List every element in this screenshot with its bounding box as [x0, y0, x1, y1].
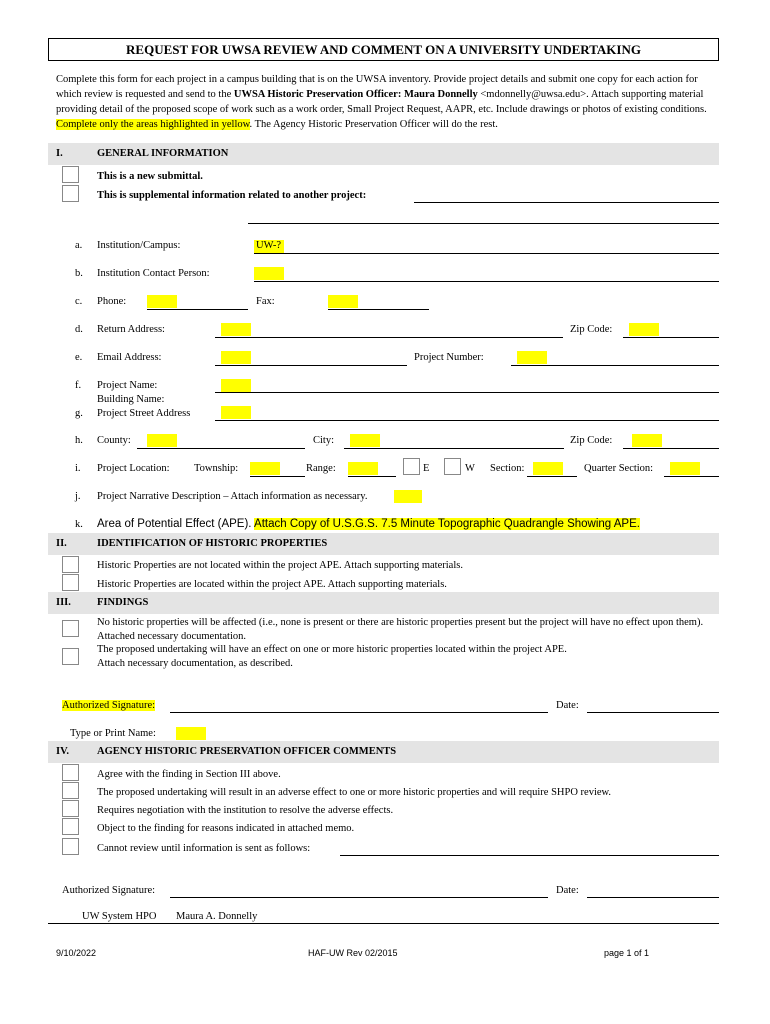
project-name-field[interactable] — [215, 392, 719, 393]
city-label: City: — [313, 435, 335, 446]
item-e-letter: e. — [75, 352, 83, 363]
range-highlight — [348, 462, 378, 475]
west-label: W — [465, 463, 475, 474]
ape-highlight: Attach Copy of U.S.G.S. 7.5 Minute Topographic Quadrangle Showing APE. — [254, 518, 640, 530]
zip-highlight-1 — [629, 323, 659, 336]
intro-text-1: Complete this form for each project in a campus building that is on the UWSA inventory. Provide project details and submit one copy for each action for which review is requested and send to the — [56, 74, 698, 100]
negotiation-label: Requires negotiation with the institution to resolve the adverse effects. — [97, 805, 394, 816]
section-4-num: IV. — [56, 746, 69, 757]
item-h-letter: h. — [75, 435, 83, 446]
township-highlight — [250, 462, 280, 475]
section-4-title: AGENCY HISTORIC PRESERVATION OFFICER COMMENTS — [97, 746, 397, 757]
adverse-effect-label: The proposed undertaking will result in an adverse effect to one or more historic properties and will require SHPO review. — [97, 787, 612, 798]
email-label: Email Address: — [97, 352, 162, 363]
city-highlight — [350, 434, 380, 447]
not-located-label: Historic Properties are not located within the project APE. Attach supporting materials. — [97, 560, 463, 571]
zip-label-2: Zip Code: — [570, 435, 613, 446]
phone-label: Phone: — [97, 296, 127, 307]
negotiation-checkbox[interactable] — [62, 800, 79, 817]
fax-label: Fax: — [256, 296, 275, 307]
zip-field-2[interactable] — [623, 448, 719, 449]
new-submittal-checkbox[interactable] — [62, 166, 79, 183]
ape-line — [97, 518, 640, 530]
return-address-highlight — [221, 323, 251, 336]
no-effect-label: No historic properties will be affected (i.e., none is present or there are historic properties present but the project will have no effect upon them). Attached necessary documentation. — [97, 617, 704, 642]
township-field[interactable] — [250, 476, 305, 477]
section-1-title: GENERAL INFORMATION — [97, 148, 229, 159]
project-number-field[interactable] — [511, 365, 719, 366]
footer-page: page 1 of 1 — [604, 948, 650, 958]
intro-highlight: Complete only the areas highlighted in yellow — [56, 119, 250, 130]
county-field[interactable] — [137, 448, 305, 449]
effect-label: The proposed undertaking will have an effect on one or more historic properties located within the project APE. — [97, 644, 567, 655]
zip-highlight-2 — [632, 434, 662, 447]
supplemental-checkbox[interactable] — [62, 185, 79, 202]
quarter-section-field[interactable] — [664, 476, 719, 477]
signature-field-4[interactable] — [170, 897, 548, 898]
cannot-review-field[interactable] — [340, 855, 719, 856]
section-2-num: II. — [56, 538, 67, 549]
footer-form: HAF-UW Rev 02/2015 — [308, 948, 398, 958]
cannot-review-checkbox[interactable] — [62, 838, 79, 855]
section-1-num: I. — [56, 148, 63, 159]
located-label: Historic Properties are located within the project APE. Attach supporting materials. — [97, 579, 447, 590]
email-highlight — [221, 351, 251, 364]
sig-label-3: Authorized Signature: — [62, 700, 156, 711]
supplemental-label: This is supplemental information related to another project: — [97, 190, 367, 201]
email-field[interactable] — [215, 365, 407, 366]
section-field[interactable] — [527, 476, 577, 477]
hpo-name: Maura A. Donnelly — [176, 911, 258, 922]
phone-highlight — [147, 295, 177, 308]
ape-label: Area of Potential Effect (APE). — [97, 518, 252, 530]
project-name-highlight — [221, 379, 251, 392]
city-field[interactable] — [344, 448, 564, 449]
related-project-field[interactable] — [414, 202, 719, 203]
zip-field-1[interactable] — [623, 337, 719, 338]
project-number-highlight — [517, 351, 547, 364]
item-a-letter: a. — [75, 240, 83, 251]
contact-field[interactable] — [254, 281, 719, 282]
narrative-highlight — [394, 490, 422, 503]
street-address-label: Project Street Address — [97, 408, 191, 419]
adverse-effect-checkbox[interactable] — [62, 782, 79, 799]
footer-date: 9/10/2022 — [56, 948, 97, 958]
zip-label-1: Zip Code: — [570, 324, 613, 335]
institution-field[interactable] — [254, 253, 719, 254]
intro-text-3: . The Agency Historic Preservation Officer will do the rest. — [249, 119, 498, 130]
hpo-line — [48, 923, 719, 924]
signature-field-3[interactable] — [170, 712, 548, 713]
fax-highlight — [328, 295, 358, 308]
institution-value: UW-? — [256, 240, 282, 251]
object-label: Object to the finding for reasons indicated in attached memo. — [97, 823, 355, 834]
county-label: County: — [97, 435, 131, 446]
intro-text-2: <mdonnelly@uwsa.edu>. Attach supporting material providing detail of the proposed scope of work such as a work order, Small Project Request, AAPR, etc. Include drawings or photos of existing conditions. — [56, 89, 707, 115]
section-3-title: FINDINGS — [97, 597, 149, 608]
agree-label: Agree with the finding in Section III above. — [97, 769, 281, 780]
effect-doc-label: Attach necessary documentation, as described. — [97, 658, 293, 669]
not-located-checkbox[interactable] — [62, 556, 79, 573]
cannot-review-label: Cannot review until information is sent as follows: — [97, 843, 311, 854]
section-3-header — [48, 592, 719, 614]
effect-checkbox[interactable] — [62, 648, 79, 665]
print-name-highlight — [176, 727, 206, 740]
section-highlight — [533, 462, 563, 475]
new-submittal-label: This is a new submittal. — [97, 171, 203, 182]
related-project-field-2[interactable] — [248, 223, 719, 224]
item-j-letter: j. — [75, 491, 81, 502]
contact-label: Institution Contact Person: — [97, 268, 210, 279]
item-c-letter: c. — [75, 296, 83, 307]
quarter-section-highlight — [670, 462, 700, 475]
contact-highlight — [254, 267, 284, 280]
sig-label-4: Authorized Signature: — [62, 885, 156, 896]
intro-paragraph — [56, 72, 718, 132]
item-b-letter: b. — [75, 268, 83, 279]
building-name-label: Building Name: — [97, 394, 165, 405]
range-label: Range: — [306, 463, 336, 474]
item-f-letter: f. — [75, 380, 82, 391]
project-number-label: Project Number: — [414, 352, 484, 363]
east-checkbox[interactable] — [403, 458, 420, 475]
section-3-num: III. — [56, 597, 71, 608]
located-checkbox[interactable] — [62, 574, 79, 591]
date-field-4[interactable] — [587, 897, 719, 898]
date-field-3[interactable] — [587, 712, 719, 713]
intro-officer: UWSA Historic Preservation Officer: Maura Donnelly — [233, 89, 478, 100]
return-address-field[interactable] — [215, 337, 563, 338]
return-address-label: Return Address: — [97, 324, 165, 335]
item-g-letter: g. — [75, 408, 83, 419]
no-effect-checkbox[interactable] — [62, 620, 79, 637]
form-title: REQUEST FOR UWSA REVIEW AND COMMENT ON A UNIVERSITY UNDERTAKING — [48, 38, 719, 61]
item-k-letter: k. — [75, 519, 83, 530]
narrative-label: Project Narrative Description – Attach information as necessary. — [97, 491, 368, 502]
object-checkbox[interactable] — [62, 818, 79, 835]
item-d-letter: d. — [75, 324, 83, 335]
range-field[interactable] — [348, 476, 396, 477]
east-label: E — [423, 463, 430, 474]
project-name-label: Project Name: — [97, 380, 158, 391]
fax-field[interactable] — [328, 309, 429, 310]
institution-label: Institution/Campus: — [97, 240, 181, 251]
west-checkbox[interactable] — [444, 458, 461, 475]
date-label-3: Date: — [556, 700, 579, 711]
phone-field[interactable] — [147, 309, 248, 310]
print-name-label: Type or Print Name: — [70, 728, 156, 739]
hpo-label: UW System HPO — [82, 911, 157, 922]
township-label: Township: — [194, 463, 239, 474]
street-address-highlight — [221, 406, 251, 419]
street-address-field[interactable] — [215, 420, 719, 421]
agree-checkbox[interactable] — [62, 764, 79, 781]
project-location-label: Project Location: — [97, 463, 170, 474]
section-2-title: IDENTIFICATION OF HISTORIC PROPERTIES — [97, 538, 328, 549]
section-label: Section: — [490, 463, 525, 474]
county-highlight — [147, 434, 177, 447]
item-i-letter: i. — [75, 463, 81, 474]
date-label-4: Date: — [556, 885, 579, 896]
quarter-section-label: Quarter Section: — [584, 463, 654, 474]
